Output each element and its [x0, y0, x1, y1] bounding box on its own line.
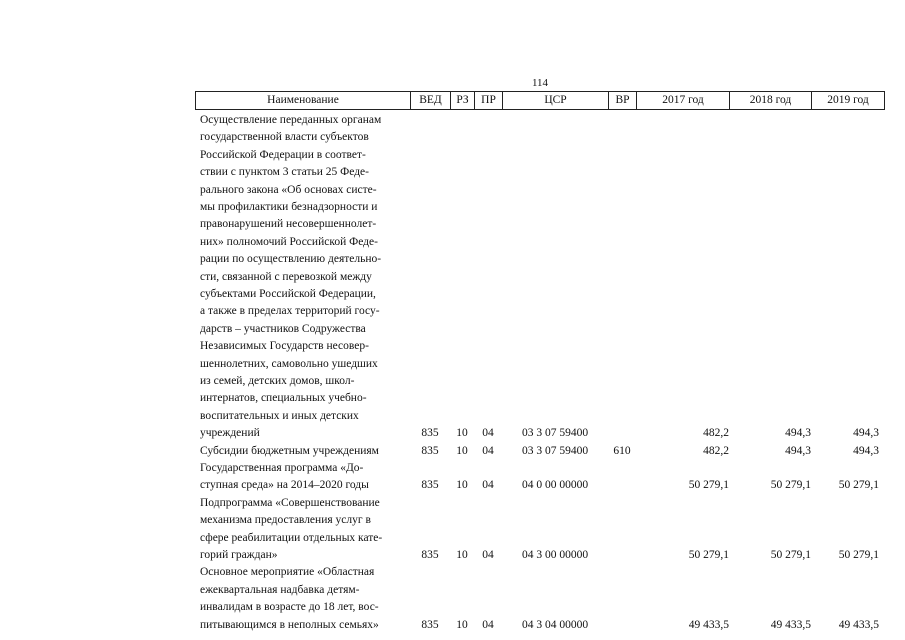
row-ved-cell: 835 — [421, 444, 439, 457]
row-name-line: дарств – участников Содружества — [200, 322, 366, 335]
row-name-line: субъектами Российской Федерации, — [200, 288, 376, 300]
row-name-line: из семей, детских домов, школ- — [200, 375, 355, 387]
header-pr: ПР — [475, 92, 503, 109]
row-name-line: а также в пределах территорий госу- — [200, 305, 380, 318]
row-y2019-cell: 50 279,1 — [838, 549, 879, 561]
header-2018: 2018 год — [730, 92, 812, 109]
row-y2019-cell: 49 433,5 — [838, 618, 879, 631]
row-ved-cell: 835 — [421, 479, 439, 492]
row-name-line: государственной власти субъектов — [200, 131, 369, 144]
row-name-line: питывающимся в неполных семьях» — [200, 618, 379, 631]
row-y2018-cell: 494,3 — [785, 427, 811, 440]
row-y2017-cell: 50 279,1 — [688, 479, 729, 492]
row-y2019-cell: 494,3 — [853, 444, 879, 457]
row-pr-cell: 04 — [482, 427, 494, 440]
header-2019: 2019 год — [827, 94, 869, 106]
row-name-line: Подпрограмма «Совершенствование — [200, 496, 380, 509]
row-rz-cell: 10 — [456, 479, 468, 492]
row-name-line: сфере реабилитации отдельных кате- — [200, 531, 383, 544]
row-y2019-cell: 50 279,1 — [838, 479, 879, 492]
row-name-line: рального закона «Об основах систе- — [200, 183, 377, 196]
row-name-line: мы профилактики безнадзорности и — [200, 201, 378, 213]
row-rz-cell: 10 — [456, 427, 468, 440]
row-rz-cell: 10 — [456, 549, 468, 561]
header-ved: ВЕД — [411, 92, 451, 109]
row-ved-cell: 835 — [421, 427, 439, 440]
row-name-line: них» полномочий Российской Феде- — [200, 235, 378, 248]
row-name-line: Государственная программа «До- — [200, 462, 364, 474]
header-vr: ВР — [609, 92, 637, 109]
row-name-line: шеннолетних, самовольно ушедших — [200, 357, 378, 370]
row-pr-cell: 04 — [482, 479, 494, 492]
row-y2017-cell: 50 279,1 — [688, 549, 729, 561]
row-name-line: правонарушений несовершеннолет- — [200, 218, 377, 231]
row-name-line: воспитательных и иных детских — [200, 409, 359, 422]
row-name-line: горий граждан» — [200, 549, 278, 561]
header-2017: 2017 год — [637, 92, 730, 109]
row-y2018-cell: 50 279,1 — [770, 479, 811, 492]
header-name: Наименование — [196, 92, 411, 109]
row-rz-cell: 10 — [456, 444, 468, 457]
row-pr-cell: 04 — [482, 444, 494, 457]
row-name-line: ствии с пунктом 3 статьи 25 Феде- — [200, 166, 369, 179]
row-ved-cell: 835 — [421, 618, 439, 631]
header-csr: ЦСР — [503, 92, 609, 109]
row-name-line: Российской Федерации в соответ- — [200, 148, 366, 161]
row-name-line: интернатов, специальных учебно- — [200, 392, 367, 405]
row-name-line: ежеквартальная надбавка детям- — [200, 583, 360, 596]
row-name-line: рации по осуществлению деятельно- — [200, 253, 382, 266]
row-y2018-cell: 49 433,5 — [770, 618, 811, 631]
row-csr-cell: 04 3 00 00000 — [521, 549, 589, 561]
row-name-line: Осуществление переданных органам — [200, 114, 382, 126]
row-y2017-cell: 482,2 — [703, 427, 729, 440]
row-name-line: Независимых Государств несовер- — [200, 340, 369, 353]
table-header — [195, 91, 885, 110]
row-y2017-cell: 482,2 — [703, 444, 729, 457]
row-name-line: инвалидам в возрасте до 18 лет, вос- — [200, 601, 379, 614]
row-name-line: учреждений — [200, 427, 260, 440]
row-name-line: ступная среда» на 2014–2020 годы — [200, 479, 369, 492]
row-rz-cell: 10 — [456, 618, 468, 631]
row-vr-cell: 610 — [613, 444, 631, 457]
row-y2018-cell: 50 279,1 — [770, 549, 811, 561]
page-number: 114 — [531, 77, 549, 89]
header-rz: РЗ — [451, 92, 475, 109]
row-csr-cell: 04 0 00 00000 — [521, 479, 589, 492]
row-ved-cell: 835 — [421, 549, 439, 561]
row-name-line: механизма предоставления услуг в — [200, 514, 371, 527]
row-y2018-cell: 494,3 — [785, 444, 811, 457]
row-pr-cell: 04 — [482, 618, 494, 631]
row-csr-cell: 03 3 07 59400 — [521, 444, 589, 457]
row-name-line: Субсидии бюджетным учреждениям — [200, 444, 379, 457]
row-name-line: сти, связанной с перевозкой между — [200, 270, 372, 283]
row-pr-cell: 04 — [482, 549, 494, 561]
row-y2019-cell: 494,3 — [853, 427, 879, 440]
row-csr-cell: 04 3 04 00000 — [521, 618, 589, 631]
row-csr-cell: 03 3 07 59400 — [521, 427, 589, 440]
row-name-line: Основное мероприятие «Областная — [200, 566, 375, 579]
row-y2017-cell: 49 433,5 — [688, 618, 729, 631]
